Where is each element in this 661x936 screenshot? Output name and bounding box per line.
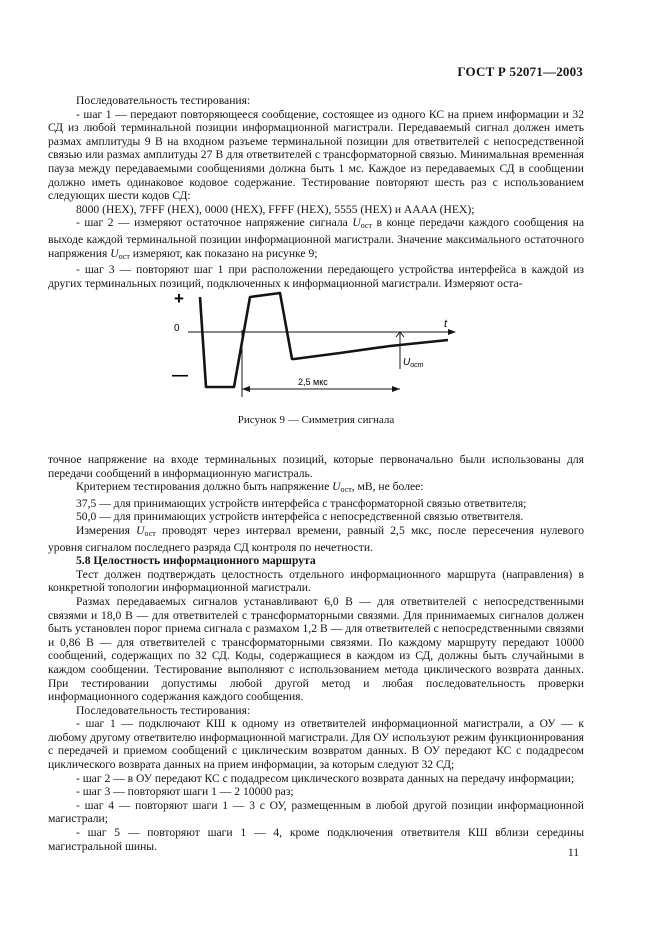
paragraph: - шаг 2 — в ОУ передают КС с подадресом циклического возврата данных на передачу информации; xyxy=(76,771,575,785)
paragraph: - шаг 4 — повторяют шаги 1 — 3 с ОУ, размещенным в любой другой позиции информационной магистрали; xyxy=(48,798,584,826)
interval-label: 2,5 мкс xyxy=(298,377,328,387)
figure-caption: Рисунок 9 — Симметрия сигнала xyxy=(237,414,395,426)
paragraph: Измерения $U_{ост}$ проводят через интервал времени, равный 2,5 мкс, после пересечения нулевого уровня сигналом последнего разряда СД контроля по нечетности. xyxy=(48,523,584,554)
minus-label: — xyxy=(172,367,188,384)
paragraph: - шаг 3 — повторяют шаг 1 при расположении передающего устройства интерфейса в каждой из других терминальных позиций, подключенных к информационной магистрали. Измеряют оста- xyxy=(48,263,584,290)
paragraph: Последовательность тестирования: xyxy=(76,94,251,107)
plus-label: + xyxy=(174,289,184,308)
signal-waveform xyxy=(200,293,448,387)
text-block-top xyxy=(48,94,584,290)
axis-arrow-icon xyxy=(448,329,456,335)
paragraph: - шаг 5 — повторяют шаги 1 — 4, кроме подключения ответвителя КШ вблизи середины магистральной шины. xyxy=(48,826,584,853)
paragraph: 5.8 Целостность информационного маршрута xyxy=(76,554,316,568)
document-header: ГОСТ Р 52071—2003 xyxy=(457,64,583,79)
paragraph: 50,0 — для принимающих устройств интерфейса с непосредственной связью ответвителя. xyxy=(76,510,524,524)
paragraph: - шаг 1 — подключают КШ к одному из ответвителей информационной магистрали, а ОУ — к любому другому ответвителю информационной магистрали. Для ОУ используют режим функционирования с передачей и приемом сообщений с циклическим возвратом данных. В ОУ передают КС с подадресом циклического возврата данных на прием информации, за которым следуют 32 СД; xyxy=(48,717,584,772)
paragraph: 8000 (HEX), 7FFF (HEX), 0000 (HEX), FFFF (HEX), 5555 (HEX) и AAAA (HEX); xyxy=(76,202,475,216)
paragraph: точное напряжение на входе терминальных позиций, которые первоначально были использованы для передачи сообщений в информационную магистраль. xyxy=(48,453,584,480)
time-axis-label: t xyxy=(444,318,448,330)
zero-label: 0 xyxy=(174,323,180,334)
paragraph: Размах передаваемых сигналов устанавливают 6,0 В — для ответвителей с непосредственными связями и 18,0 В — для ответвителей с трансформаторными связями. Для принимаемых сигналов должен быть установлен порог приема сигнала с размахом 1,2 В — для ответвителей с непосредственными связями и 0,86 В — для ответвителей с трансформаторными связями. По каждому маршруту передают 10000 сообщений, содержащих по 32 СД. Коды, содержащиеся в каждом из СД, должны быть случайными в каждом сообщении. Тестирование выполняют с использованием метода циклического возврата данных. При тестировании допустимы любой другой метод и любая последовательность проверки информационного содержания каждого сообщения. xyxy=(48,594,584,704)
paragraph: Критерием тестирования должно быть напряжение $U_{ост}$, мВ, не более: xyxy=(76,480,424,495)
signal-symmetry-figure xyxy=(160,285,460,400)
paragraph: - шаг 2 — измеряют остаточное напряжение сигнала $U_{ост}$ в конце передачи каждого сообщения на выходе каждой терминальной позиции информационной магистрали. Значение максимального остаточного напряжения $U_{ост}$ измеряют, как показано на рисунке 9; xyxy=(48,216,584,261)
paragraph: 37,5 — для принимающих устройств интерфейса с трансформаторной связью ответвителя; xyxy=(76,496,527,510)
paragraph: Последовательность тестирования: xyxy=(76,703,251,717)
paragraph: - шаг 3 — повторяют шаги 1 — 2 10000 раз; xyxy=(76,785,294,799)
text-block-bottom xyxy=(48,453,584,853)
page-number: 11 xyxy=(567,846,579,859)
paragraph: - шаг 1 — передают повторяющееся сообщение, состоящее из одного КС на прием информации и 32 СД из любой терминальной позиции информационной магистрали. Передаваемый сигнал должен иметь размах амплитуды 9 В на входном разъеме терминальной позиции для ответвителей с непосредственной связью или размах амплитуды 27 В для ответвителей с трансформаторной связью. Минимальная временна́я пауза между передаваемыми сообщениями должна быть 1 мс. Каждое из передаваемых СД в сообщении должно иметь одинаковое кодовое содержание. Тестирование повторяют шесть раз с использованием следующих шести кодов СД: xyxy=(48,107,584,203)
paragraph: Тест должен подтверждать целостность отдельного информационного маршрута (направления) в конкретной топологии информационной магистрали. xyxy=(48,567,584,595)
uost-label: $U_{ост}$ xyxy=(403,357,424,369)
